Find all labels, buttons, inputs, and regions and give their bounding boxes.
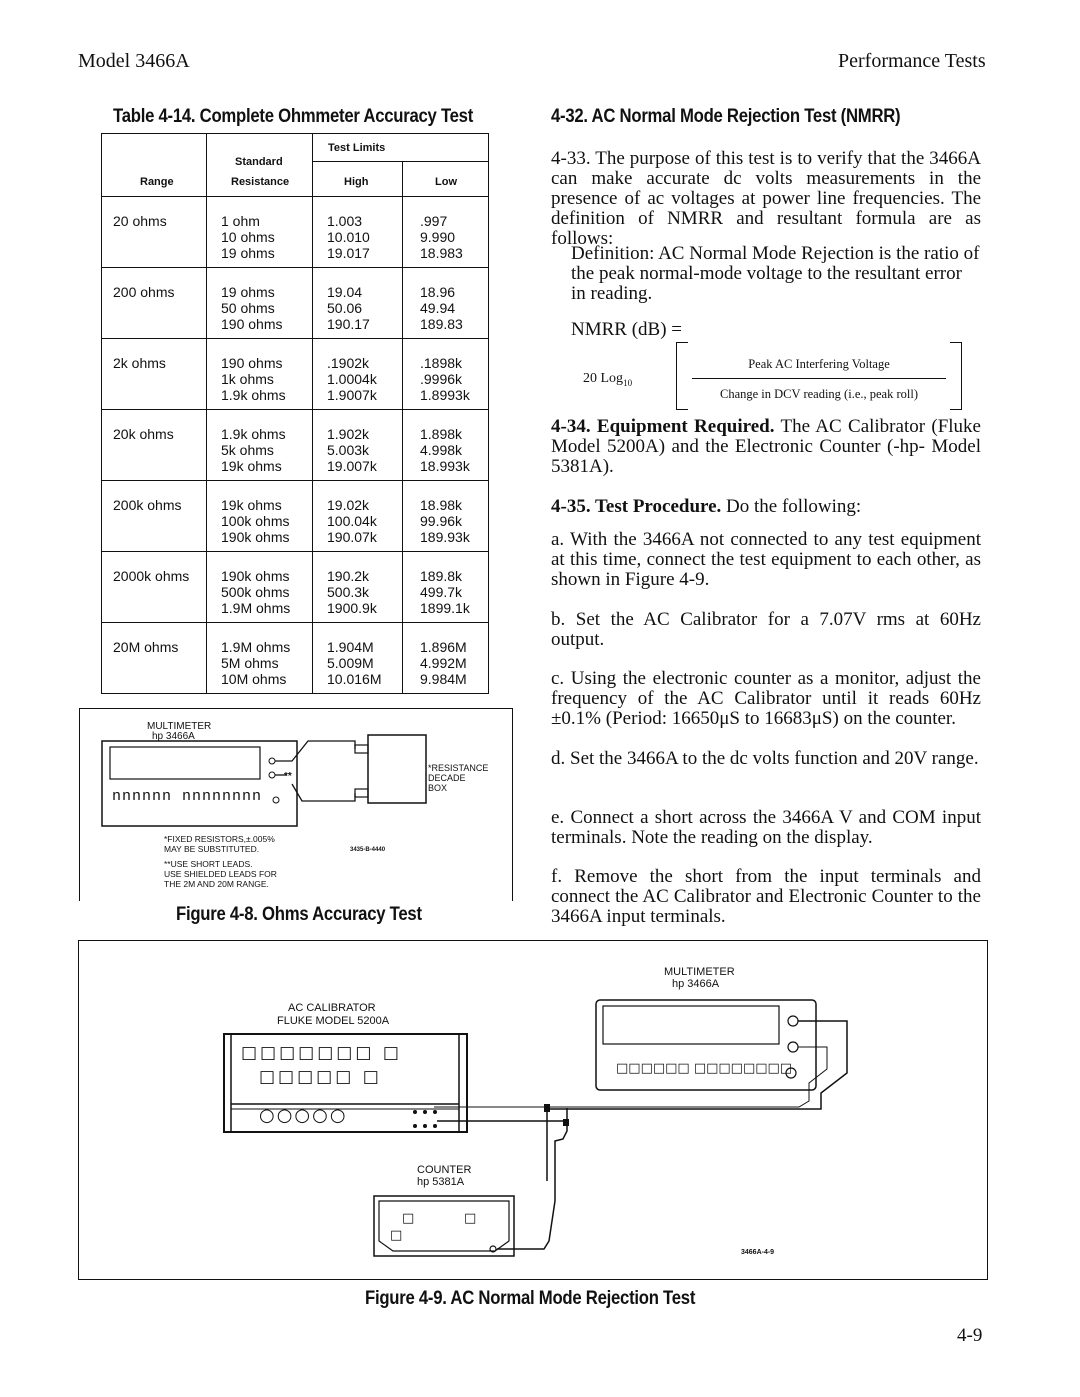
counter-model: hp 5381A (417, 1176, 465, 1188)
short-leads-mark: ** (284, 771, 292, 782)
resistance-decade-box-label: *RESISTANCE DECADE BOX (428, 763, 489, 793)
cell-high: 1.902k 5.003k 19.007k (327, 426, 377, 474)
cell-high: 1.904M 5.009M 10.016M (327, 639, 382, 687)
header-model: Model 3466A (78, 50, 190, 72)
table-row (102, 623, 488, 693)
cell-range: 2000k ohms (113, 568, 190, 584)
cell-standard: 1.9M ohms 5M ohms 10M ohms (221, 639, 291, 687)
calibrator-row-1: □□□□□□□ □ (241, 1043, 402, 1063)
left-bracket (676, 342, 688, 410)
cell-high: .1902k 1.0004k 1.9007k (327, 355, 377, 403)
counter-button-1: □ (402, 1211, 415, 1226)
col-range: Range (140, 176, 174, 188)
multimeter-digits: □□□□□□ □□□□□□□□ (616, 1061, 793, 1076)
table-row (102, 268, 488, 339)
step-e: e. Connect a short across the 3466A V and COM input terminals. Note the reading on the display. (551, 807, 981, 848)
col-low: Low (435, 176, 457, 188)
multimeter-model: hp 3466A (672, 978, 720, 990)
table-title: Table 4-14. Complete Ohmmeter Accuracy Test (113, 106, 474, 127)
paragraph-4-34: 4-34. Equipment Required. The AC Calibrator (Fluke Model 5200A) and the Electronic Counter (-hp- Model 5381A). (551, 416, 981, 477)
counter-button-2: □ (464, 1211, 477, 1226)
cell-low: 1.898k 4.998k 18.993k (420, 426, 470, 474)
calibrator-knobs: ○○○○○ (259, 1105, 348, 1126)
nmrr-test-diagram (79, 941, 989, 1281)
cell-low: 189.8k 499.7k 1899.1k (420, 568, 470, 616)
cell-range: 2k ohms (113, 355, 166, 371)
figure-4-8-part-number: 3435-B-4440 (350, 847, 386, 853)
table-header (102, 134, 488, 197)
note-short-leads: **USE SHORT LEADS. USE SHIELDED LEADS FOR THE 2M AND 20M RANGE. (164, 859, 277, 889)
col-test-limits: Test Limits (328, 142, 386, 154)
fraction-bar (692, 378, 946, 379)
cell-range: 20M ohms (113, 639, 179, 655)
cell-high: 1.003 10.010 19.017 (327, 213, 370, 261)
table-row (102, 552, 488, 623)
cell-high: 190.2k 500.3k 1900.9k (327, 568, 377, 616)
counter-label: COUNTER (417, 1164, 472, 1176)
cell-range: 20k ohms (113, 426, 174, 442)
multimeter-display-digits: nnnnnn nnnnnnnn (112, 788, 263, 805)
cell-standard: 190k ohms 500k ohms 1.9M ohms (221, 568, 291, 616)
table-row (102, 197, 488, 268)
multimeter-model: hp 3466A (152, 731, 195, 742)
nmrr-label: NMRR (dB) = (571, 319, 683, 340)
cell-standard: 19k ohms 100k ohms 190k ohms (221, 497, 290, 545)
cell-standard: 190 ohms 1k ohms 1.9k ohms (221, 355, 286, 403)
cell-low: .1898k .9996k 1.8993k (420, 355, 470, 403)
table-row (102, 481, 488, 552)
cell-standard: 1.9k ohms 5k ohms 19k ohms (221, 426, 286, 474)
cell-standard: 19 ohms 50 ohms 190 ohms (221, 284, 283, 332)
multimeter-label: MULTIMETER (664, 966, 735, 978)
cell-low: 1.896M 4.992M 9.984M (420, 639, 467, 687)
cell-standard: 1 ohm 10 ohms 19 ohms (221, 213, 275, 261)
cell-low: 18.98k 99.96k 189.93k (420, 497, 470, 545)
cell-high: 19.02k 100.04k 190.07k (327, 497, 377, 545)
calibrator-model: FLUKE MODEL 5200A (277, 1015, 390, 1027)
header-section: Performance Tests (838, 50, 986, 72)
formula-numerator: Peak AC Interfering Voltage (748, 357, 890, 371)
col-high: High (344, 176, 369, 188)
figure-4-9-frame (78, 940, 988, 1280)
step-b: b. Set the AC Calibrator for a 7.07V rms at 60Hz output. (551, 609, 981, 650)
counter-button-3: □ (390, 1228, 403, 1243)
step-c: c. Using the electronic counter as a monitor, adjust the frequency of the AC Calibrator until it reads 60Hz ±0.1% (Period: 16650μS to 16683μS) on the counter. (551, 668, 981, 729)
formula-log: 20 Log$_{10}$ (583, 371, 633, 388)
figure-4-9-part-number: 3466A-4-9 (741, 1249, 775, 1256)
figure-4-9-caption: Figure 4-9. AC Normal Mode Rejection Test (365, 1288, 696, 1309)
formula-denominator: Change in DCV reading (i.e., peak roll) (720, 387, 918, 401)
page-number: 4-9 (957, 1325, 983, 1346)
step-a: a. With the 3466A not connected to any test equipment at this time, connect the test equipment to each other, as shown in Figure 4-9. (551, 529, 981, 590)
cell-range: 200k ohms (113, 497, 182, 513)
table-row (102, 410, 488, 481)
paragraph-4-35: 4-35. Test Procedure. Do the following: (551, 496, 862, 517)
multimeter-label: MULTIMETER (147, 721, 212, 732)
paragraph-4-33: 4-33. The purpose of this test is to verify that the 3466A can make accurate dc volts measurements in the presence of ac voltages at power line frequencies. The definition of NMRR and resultant formula are as follows: (551, 148, 981, 249)
col-resistance: Resistance (231, 176, 290, 188)
ohmmeter-accuracy-table (101, 133, 489, 694)
note-fixed-resistors: *FIXED RESISTORS,±.005% MAY BE SUBSTITUTED. (164, 834, 275, 854)
cell-low: .997 9.990 18.983 (420, 213, 463, 261)
cell-low: 18.96 49.94 189.83 (420, 284, 463, 332)
cell-range: 200 ohms (113, 284, 175, 300)
step-d: d. Set the 3466A to the dc volts function and 20V range. (551, 748, 979, 769)
table-row (102, 339, 488, 410)
figure-4-8-frame (79, 708, 513, 901)
cell-range: 20 ohms (113, 213, 167, 229)
figure-4-8-caption: Figure 4-8. Ohms Accuracy Test (176, 904, 422, 925)
nmrr-definition: Definition: AC Normal Mode Rejection is the ratio of the peak normal-mode voltage to the resultant error in reading. (571, 243, 980, 304)
section-4-32-heading: 4-32. AC Normal Mode Rejection Test (NMRR) (551, 106, 901, 127)
calibrator-label: AC CALIBRATOR (288, 1002, 376, 1014)
right-bracket (950, 342, 962, 410)
calibrator-row-2: □□□□□ □ (259, 1067, 382, 1087)
step-f: f. Remove the short from the input terminals and connect the AC Calibrator and Electronic Counter to the 3466A input terminals. (551, 866, 981, 927)
ohms-test-diagram (80, 709, 514, 902)
cell-high: 19.04 50.06 190.17 (327, 284, 370, 332)
col-standard: Standard (235, 156, 283, 168)
